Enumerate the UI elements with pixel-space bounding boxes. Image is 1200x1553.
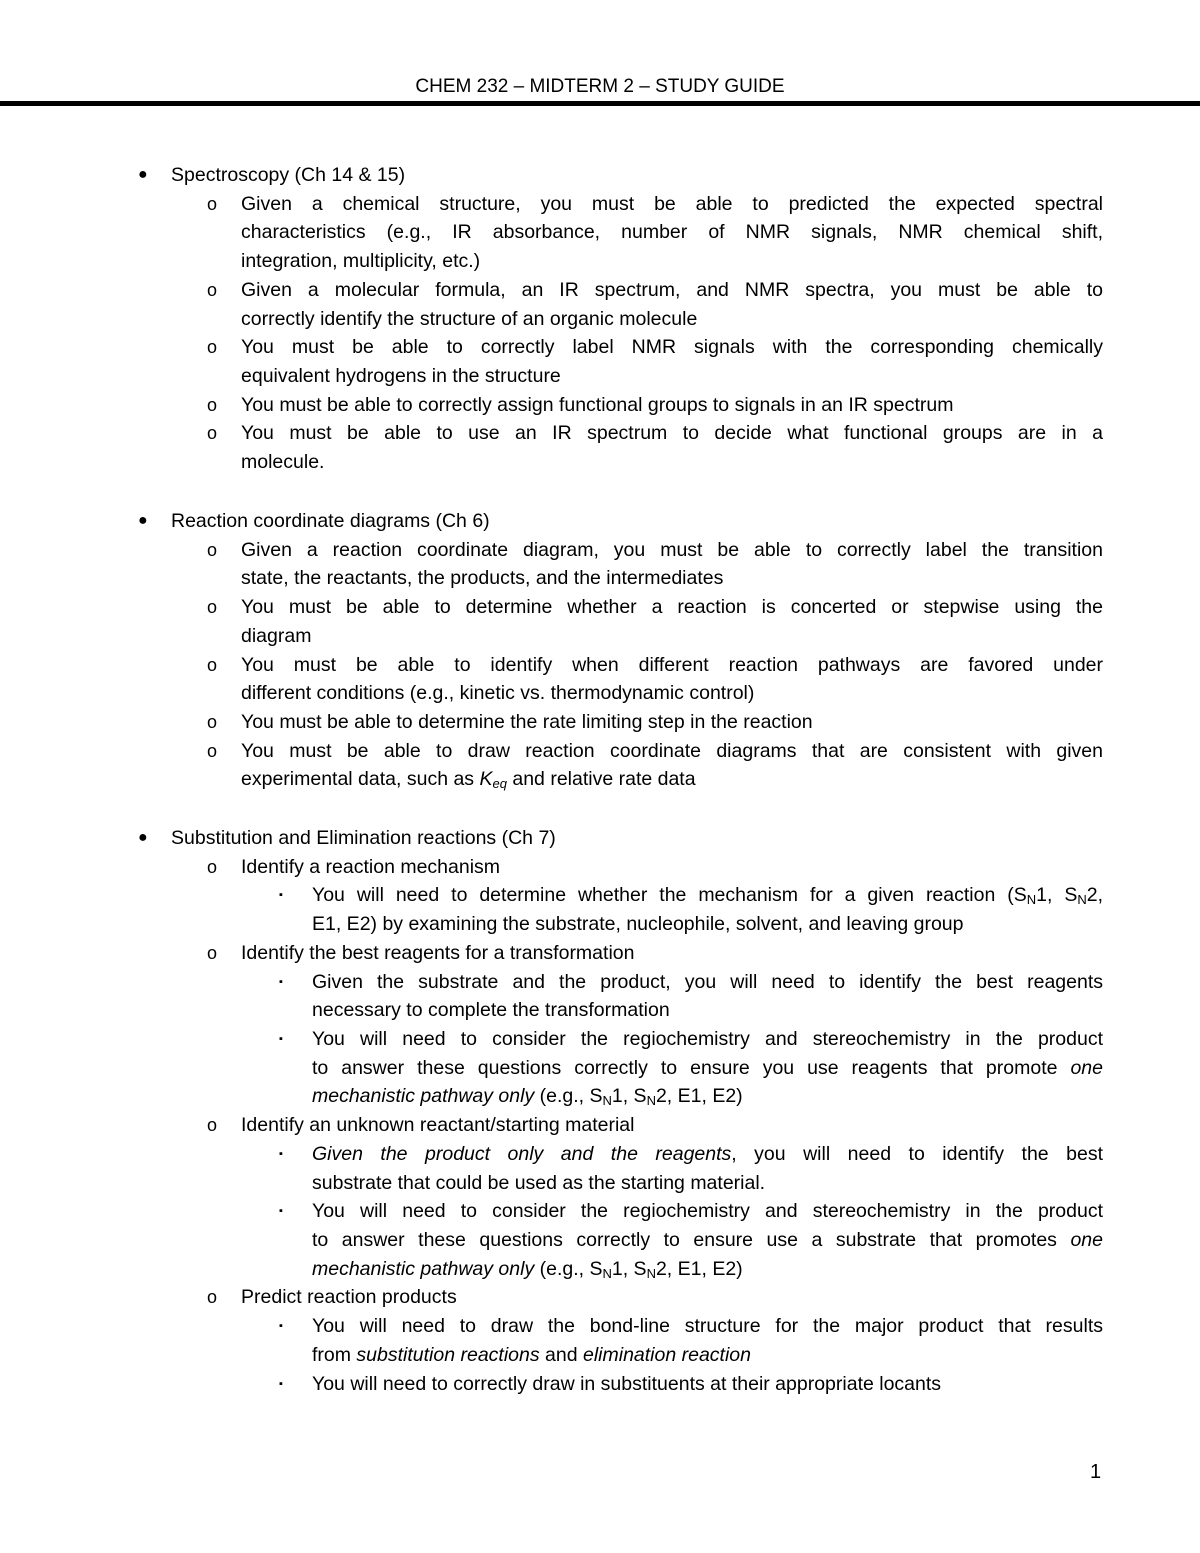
list-item-line: You must be able to draw reaction coordinate diagrams that are consistent with given (241, 740, 1103, 762)
list-item-line: to answer these questions correctly to ensure use a substrate that promotes one (312, 1229, 1103, 1251)
page-title: CHEM 232 – MIDTERM 2 – STUDY GUIDE (415, 76, 785, 97)
list-item-line: You will need to correctly draw in substituents at their appropriate locants (312, 1373, 942, 1395)
list-item-line: You must be able to determine the rate limiting step in the reaction (241, 711, 813, 733)
list-item-line: You will need to consider the regiochemistry and stereochemistry in the product (312, 1200, 1103, 1222)
circle-marker: o (207, 423, 218, 443)
list-item-line: necessary to complete the transformation (312, 999, 670, 1021)
list-item-line: Given the product only and the reagents, you will need to identify the best (312, 1143, 1103, 1165)
list-item-line: molecule. (241, 451, 325, 473)
circle-marker: o (207, 1115, 218, 1135)
circle-marker: o (207, 337, 218, 357)
list-item-line: You will need to determine whether the mechanism for a given reaction ($S_N1$, $S_N2$, (312, 884, 1103, 907)
list-item-line: You must be able to use an IR spectrum to decide what functional groups are in a (241, 422, 1103, 444)
list-item-line: Given a reaction coordinate diagram, you must be able to correctly label the transition (241, 539, 1103, 561)
list-item-line: to answer these questions correctly to ensure you use reagents that promote one (312, 1057, 1103, 1079)
list-item-line: experimental data, such as $K_{eq}$ and relative rate data (241, 768, 696, 791)
square-marker: ▪ (279, 976, 283, 988)
header-rule (0, 101, 1200, 106)
circle-marker: o (207, 280, 218, 300)
list-item-line: You must be able to determine whether a reaction is concerted or stepwise using the (241, 596, 1103, 618)
list-item-line: E1, E2) by examining the substrate, nucleophile, solvent, and leaving group (312, 913, 964, 935)
circle-marker: o (207, 597, 218, 617)
list-item-line: integration, multiplicity, etc.) (241, 250, 481, 272)
circle-marker: o (207, 741, 218, 761)
circle-marker: o (207, 712, 218, 732)
list-item-line: Given a chemical structure, you must be able to predicted the expected spectral (241, 193, 1103, 215)
section-title: Substitution and Elimination reactions (Ch 7) (171, 827, 556, 849)
subsection-title: Identify a reaction mechanism (241, 856, 501, 878)
circle-marker: o (207, 194, 218, 214)
list-item-line: diagram (241, 625, 312, 647)
square-marker: ▪ (279, 1148, 283, 1160)
circle-marker: o (207, 540, 218, 560)
keq-symbol: $K_{eq}$ (479, 768, 507, 791)
square-marker: ▪ (279, 889, 283, 901)
list-item-line: You must be able to identify when different reaction pathways are favored under (241, 654, 1103, 676)
list-item-line: Given the substrate and the product, you will need to identify the best reagents (312, 971, 1103, 993)
subsection-title: Predict reaction products (241, 1286, 457, 1308)
square-marker: ▪ (279, 1033, 283, 1045)
list-item-line: You will need to draw the bond-line structure for the major product that results (312, 1315, 1103, 1337)
bullet-marker: ● (138, 512, 148, 529)
circle-marker: o (207, 1287, 218, 1307)
list-item-line: mechanistic pathway only (e.g., $S_N1$, $S_N2$, E1, E2) (312, 1085, 743, 1108)
list-item-line: substrate that could be used as the starting material. (312, 1172, 766, 1194)
circle-marker: o (207, 395, 218, 415)
list-item-line: Given a molecular formula, an IR spectrum, and NMR spectra, you must be able to (241, 279, 1103, 301)
circle-marker: o (207, 943, 218, 963)
list-item-line: equivalent hydrogens in the structure (241, 365, 561, 387)
list-item-line: characteristics (e.g., IR absorbance, number of NMR signals, NMR chemical shift, (241, 221, 1103, 243)
square-marker: ▪ (279, 1205, 283, 1217)
bullet-marker: ● (138, 166, 148, 183)
circle-marker: o (207, 655, 218, 675)
subsection-title: Identify an unknown reactant/starting material (241, 1114, 635, 1136)
square-marker: ▪ (279, 1378, 283, 1390)
square-marker: ▪ (279, 1320, 283, 1332)
list-item-line: different conditions (e.g., kinetic vs. thermodynamic control) (241, 682, 755, 704)
list-item-line: You must be able to correctly assign functional groups to signals in an IR spectrum (241, 394, 954, 416)
section-title: Reaction coordinate diagrams (Ch 6) (171, 510, 490, 532)
subsection-title: Identify the best reagents for a transformation (241, 942, 635, 964)
list-item-line: You will need to consider the regiochemistry and stereochemistry in the product (312, 1028, 1103, 1050)
page-number: 1 (1090, 1461, 1102, 1483)
list-item-line: correctly identify the structure of an organic molecule (241, 308, 698, 330)
list-item-line: state, the reactants, the products, and the intermediates (241, 567, 724, 589)
list-item-line: You must be able to correctly label NMR signals with the corresponding chemically (241, 336, 1103, 358)
bullet-marker: ● (138, 829, 148, 846)
section-title: Spectroscopy (Ch 14 & 15) (171, 164, 406, 186)
list-item-line: mechanistic pathway only (e.g., $S_N1$, $S_N2$, E1, E2) (312, 1258, 743, 1281)
list-item-line: from substitution reactions and elimination reaction (312, 1344, 751, 1366)
circle-marker: o (207, 857, 218, 877)
